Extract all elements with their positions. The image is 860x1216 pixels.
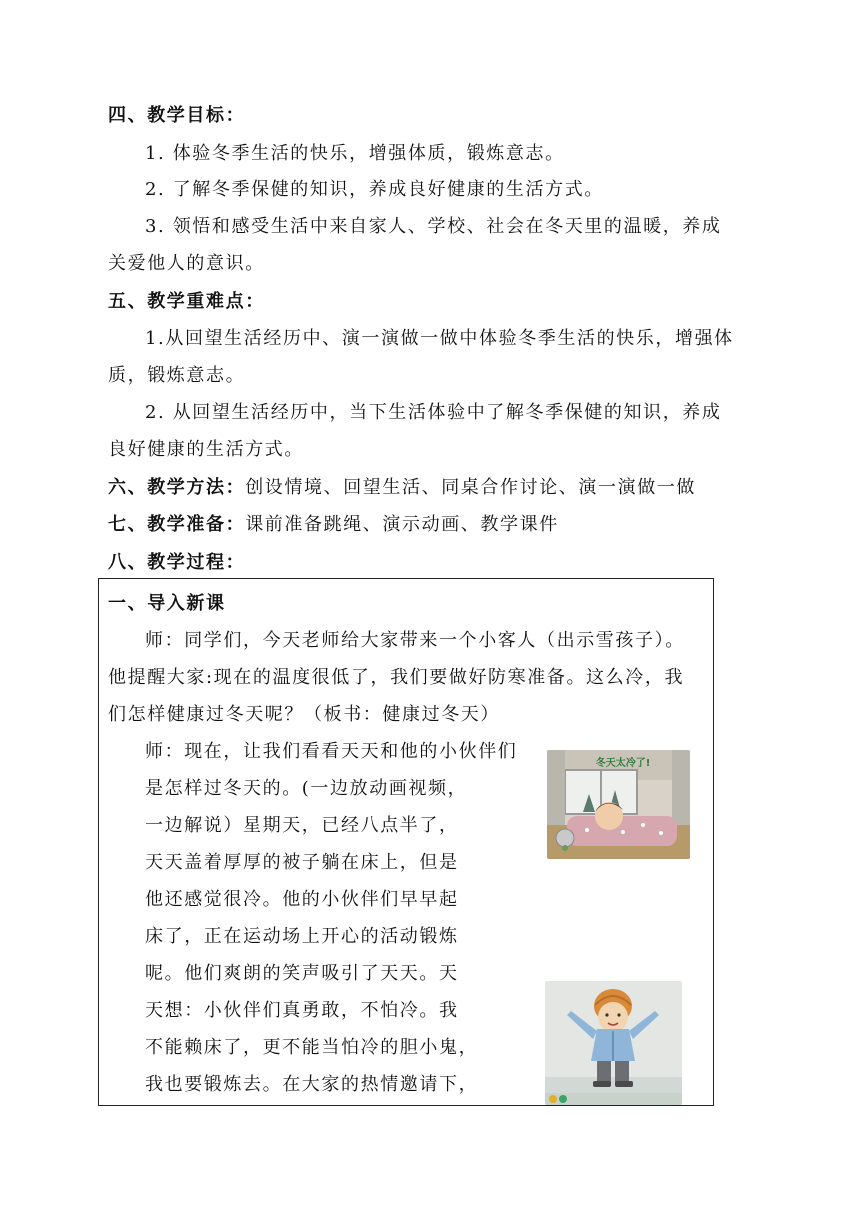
- lesson-paragraph-2-line-1: 师：现在，让我们看看天天和他的小伙伴们: [145, 741, 518, 762]
- lesson-paragraph-1-line-1: 师：同学们，今天老师给大家带来一个小客人（出示雪孩子）。: [145, 630, 685, 651]
- illustration-caption: 冬天太冷了!: [595, 758, 651, 769]
- lesson-paragraph-2-line-10: 我也要锻炼去。在大家的热情邀请下，: [145, 1074, 479, 1095]
- illustration-child-winter-clothes: [545, 981, 682, 1105]
- section-8-title: 八、教学过程：: [108, 552, 246, 573]
- section-5-item-2-line-2: 良好健康的生活方式。: [108, 439, 304, 460]
- section-5-item-1-line-2: 质，锻炼意志。: [108, 365, 246, 386]
- section-5-title: 五、教学重难点：: [108, 291, 265, 312]
- lesson-paragraph-2-line-2: 是怎样过冬天的。(一边放动画视频，: [145, 778, 468, 799]
- lesson-paragraph-2-line-4: 天天盖着厚厚的被子躺在床上，但是: [145, 852, 459, 873]
- lesson-paragraph-2-line-8: 天想：小伙伴们真勇敢，不怕冷。我: [145, 1000, 459, 1021]
- section-6-text: 创设情境、回望生活、同桌合作讨论、演一演做一做: [245, 477, 697, 498]
- section-4-item-1: 1. 体验冬季生活的快乐，增强体质，锻炼意志。: [145, 143, 565, 164]
- lesson-paragraph-2-line-7: 呢。他们爽朗的笑声吸引了天天。天: [145, 963, 459, 984]
- section-6: [108, 476, 696, 500]
- lesson-paragraph-2-line-5: 他还感觉很冷。他的小伙伴们早早起: [145, 889, 459, 910]
- section-4-title: 四、教学目标：: [108, 105, 246, 126]
- lesson-paragraph-1-line-3: 们怎样健康过冬天呢？（板书：健康过冬天）: [108, 704, 500, 725]
- section-7-title: 七、教学准备：: [108, 514, 246, 535]
- section-4-item-3-line-1: 3. 领悟和感受生活中来自家人、学校、社会在冬天里的温暖，养成: [145, 216, 722, 237]
- lesson-paragraph-2-line-9: 不能赖床了，更不能当怕冷的胆小鬼，: [145, 1037, 479, 1058]
- lesson-paragraph-2-line-6: 床了，正在运动场上开心的活动锻炼: [145, 926, 459, 947]
- section-7-text: 课前准备跳绳、演示动画、教学课件: [245, 514, 559, 535]
- section-7: [108, 513, 559, 537]
- section-5-item-1-line-1: 1.从回望生活经历中、演一演做一做中体验冬季生活的快乐，增强体: [145, 328, 734, 349]
- section-4-item-3-line-2: 关爱他人的意识。: [108, 253, 265, 274]
- lesson-heading: 一、导入新课: [108, 593, 226, 614]
- illustration-child-in-bed: [547, 750, 690, 859]
- section-4-item-2: 2. 了解冬季保健的知识，养成良好健康的生活方式。: [145, 179, 604, 200]
- lesson-paragraph-1-line-2: 他提醒大家:现在的温度很低了，我们要做好防寒准备。这么冷，我: [108, 667, 685, 688]
- lesson-paragraph-2-line-3: 一边解说）星期天，已经八点半了，: [145, 815, 459, 836]
- section-6-title: 六、教学方法：: [108, 477, 246, 498]
- section-5-item-2-line-1: 2. 从回望生活经历中，当下生活体验中了解冬季保健的知识，养成: [145, 402, 722, 423]
